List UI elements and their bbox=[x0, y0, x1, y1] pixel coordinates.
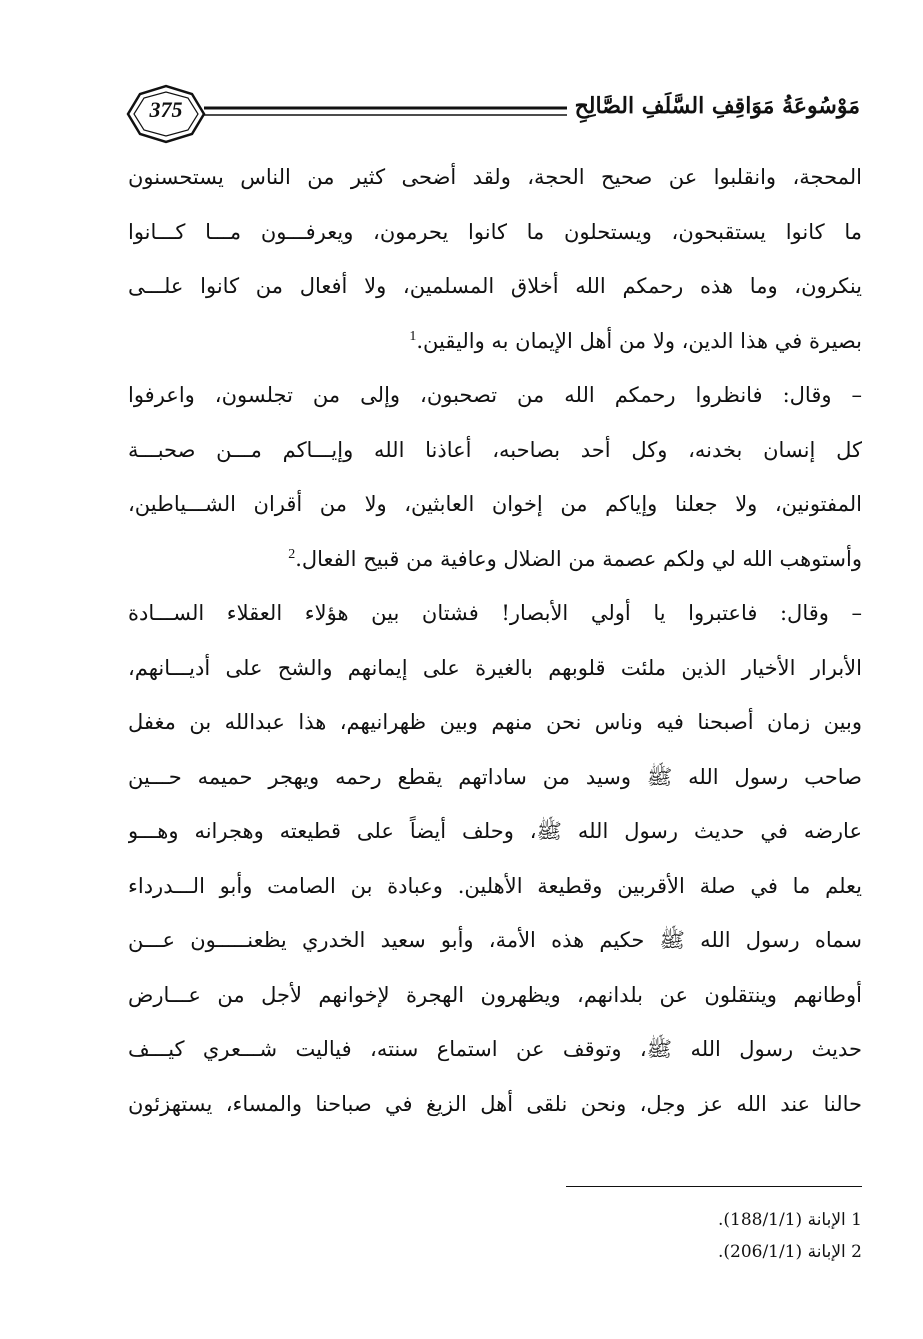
text-line: المفتونين، ولا جعلنا وإياكم من إخوان العابثين، ولا من أقران الشـــياطين، bbox=[128, 492, 862, 516]
footnote-ref: 1 bbox=[409, 328, 417, 344]
text-line: وبين زمان أصبحنا فيه وناس نحن منهم وبين ظهرانيهم، هذا عبدالله بن مغفل bbox=[128, 710, 862, 734]
footnote-ref: 2 bbox=[288, 546, 296, 562]
text-line: – وقال: فاعتبروا يا أولي الأبصار! فشتان بين هؤلاء العقلاء الســـادة bbox=[128, 601, 862, 625]
text-line: الأبرار الأخيار الذين ملئت قلوبهم بالغيرة على إيمانهم والشح على أديـــانهم، bbox=[128, 655, 862, 680]
page-number: 375 bbox=[149, 97, 183, 122]
page-header bbox=[118, 82, 860, 146]
footnote-text: الإبانة (206/1/1). bbox=[717, 1242, 846, 1262]
text-line: عارضه في حديث رسول الله ﷺ، وحلف أيضاً على قطيعته وهجرانه وهـــو bbox=[128, 819, 862, 843]
text-line: أوطانهم وينتقلون عن بلدانهم، ويظهرون الهجرة لإخوانهم لأجل من عـــارض bbox=[128, 982, 862, 1007]
text-line: سماه رسول الله ﷺ حكيم هذه الأمة، وأبو سعيد الخدري يظعنـــــون عـــن bbox=[128, 928, 862, 952]
footnote-number: 1 bbox=[851, 1210, 862, 1230]
text-line: وأستوهب الله لي ولكم عصمة من الضلال وعافية من قبيح الفعال.$^2$ bbox=[288, 546, 862, 571]
text-line: ينكرون، وما هذه رحمكم الله أخلاق المسلمين، ولا أفعال من كانوا علـــى bbox=[128, 274, 862, 298]
text-line: يعلم ما في صلة الأقربين وقطيعة الأهلين. وعبادة بن الصامت وأبو الـــدرداء bbox=[128, 873, 862, 898]
footnote bbox=[560, 1236, 862, 1268]
footnotes bbox=[560, 1204, 862, 1268]
footnote-separator bbox=[566, 1186, 862, 1187]
footnote-text: الإبانة (188/1/1). bbox=[717, 1210, 846, 1230]
text-line: بصيرة في هذا الدين، ولا من أهل الإيمان به واليقين.$^1$ bbox=[409, 328, 862, 353]
text-line: حديث رسول الله ﷺ، وتوقف عن استماع سنته، فياليت شـــعري كيـــف bbox=[128, 1037, 862, 1061]
footnote bbox=[560, 1204, 862, 1236]
text-line: صاحب رسول الله ﷺ وسيد من ساداتهم يقطع رحمه ويهجر حميمه حـــين bbox=[128, 764, 862, 789]
book-title: مَوْسُوعَةُ مَوَاقِفِ السَّلَفِ الصَّالِحِ bbox=[567, 90, 860, 122]
text-line: كل إنسان بخدنه، وكل أحد بصاحبه، أعاذنا الله وإيـــاكم مـــن صحبـــة bbox=[128, 437, 862, 462]
text-line: – وقال: فانظروا رحمكم الله من تصحبون، وإلى من تجلسون، واعرفوا bbox=[128, 383, 862, 407]
body-text bbox=[128, 150, 862, 1131]
text-line: ما كانوا يستقبحون، ويستحلون ما كانوا يحرمون، ويعرفـــون مـــا كـــانوا bbox=[128, 219, 862, 244]
text-line: حالنا عند الله عز وجل، ونحن نلقى أهل الزيغ في صباحنا والمساء، يستهزئون bbox=[128, 1091, 862, 1116]
footnote-number: 2 bbox=[851, 1242, 862, 1262]
text-line: المحجة، وانقلبوا عن صحيح الحجة، ولقد أضحى كثير من الناس يستحسنون bbox=[128, 165, 862, 189]
